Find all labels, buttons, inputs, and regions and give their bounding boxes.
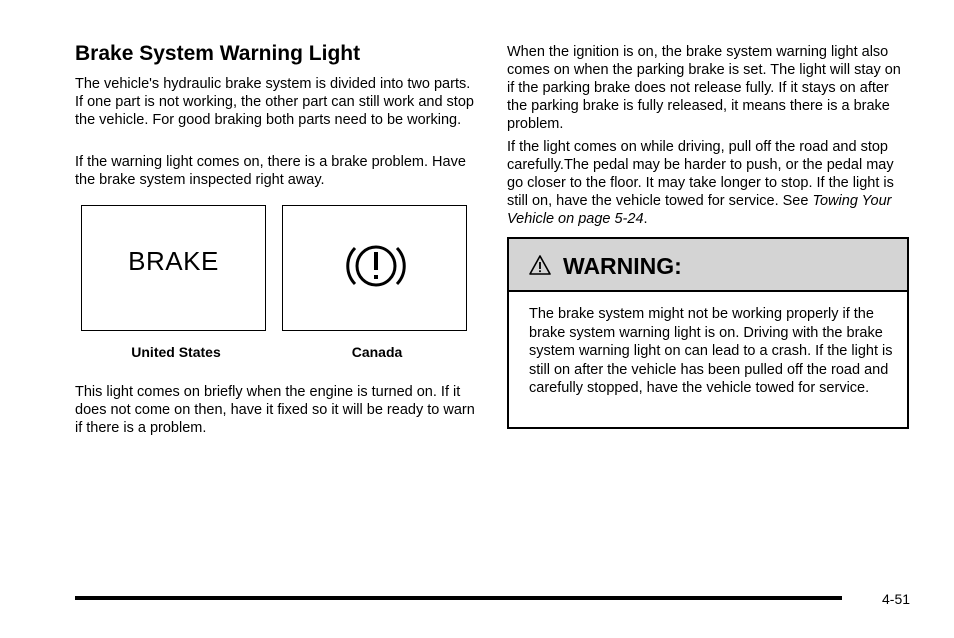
- warning-triangle-icon: [529, 254, 551, 276]
- page-title: Brake System Warning Light: [75, 42, 361, 65]
- footer-divider: [75, 596, 842, 600]
- warning-light-paragraph: If the warning light comes on, there is a brake problem. Have the brake system inspected right away.: [75, 154, 466, 188]
- warning-body: The brake system might not be working properly if the brake system warning light is on. Driving with the brake system warning light on can lead to a crash. If the light is still on after the vehicle has been pulled off the road and carefully stopped, have the vehicle towed for service.: [529, 306, 893, 396]
- brake-warning-circle-exclamation-icon: [340, 236, 412, 296]
- intro-paragraph: The vehicle's hydraulic brake system is divided into two parts. If one part is not working, the other part can still work and stop the vehicle. For good braking both parts need to be working.: [75, 76, 474, 128]
- brake-indicator-label: BRAKE: [128, 246, 219, 276]
- driving-paragraph-text: If the light comes on while driving, pull off the road and stop carefully.The pedal may be harder to push, or the pedal may go closer to the floor. It may take longer to stop. If the light is still on, have the vehicle towed for service. See: [507, 139, 894, 209]
- page-number: 4-51: [882, 591, 911, 607]
- parking-brake-paragraph: When the ignition is on, the brake system warning light also comes on when the parking brake is set. The light will stay on if the parking brake does not release fully. If it stays on after the parking brake is fully released, it means there is a brake problem.: [507, 44, 901, 132]
- us-indicator-box: [81, 205, 266, 331]
- canada-caption: Canada: [351, 344, 403, 360]
- warning-header: [509, 239, 907, 292]
- canada-indicator-box: [282, 205, 467, 331]
- warning-title: WARNING:: [563, 253, 682, 279]
- warning-box: [507, 237, 909, 429]
- driving-paragraph-end: .: [643, 211, 648, 227]
- towing-reference: Towing Your Vehicle on page 5-24: [507, 193, 892, 227]
- us-caption: United States: [131, 344, 221, 360]
- driving-paragraph: [507, 138, 907, 228]
- engine-start-paragraph: This light comes on briefly when the engine is turned on. If it does not come on then, have it fixed so it will be ready to warn if there is a problem.: [75, 384, 475, 436]
